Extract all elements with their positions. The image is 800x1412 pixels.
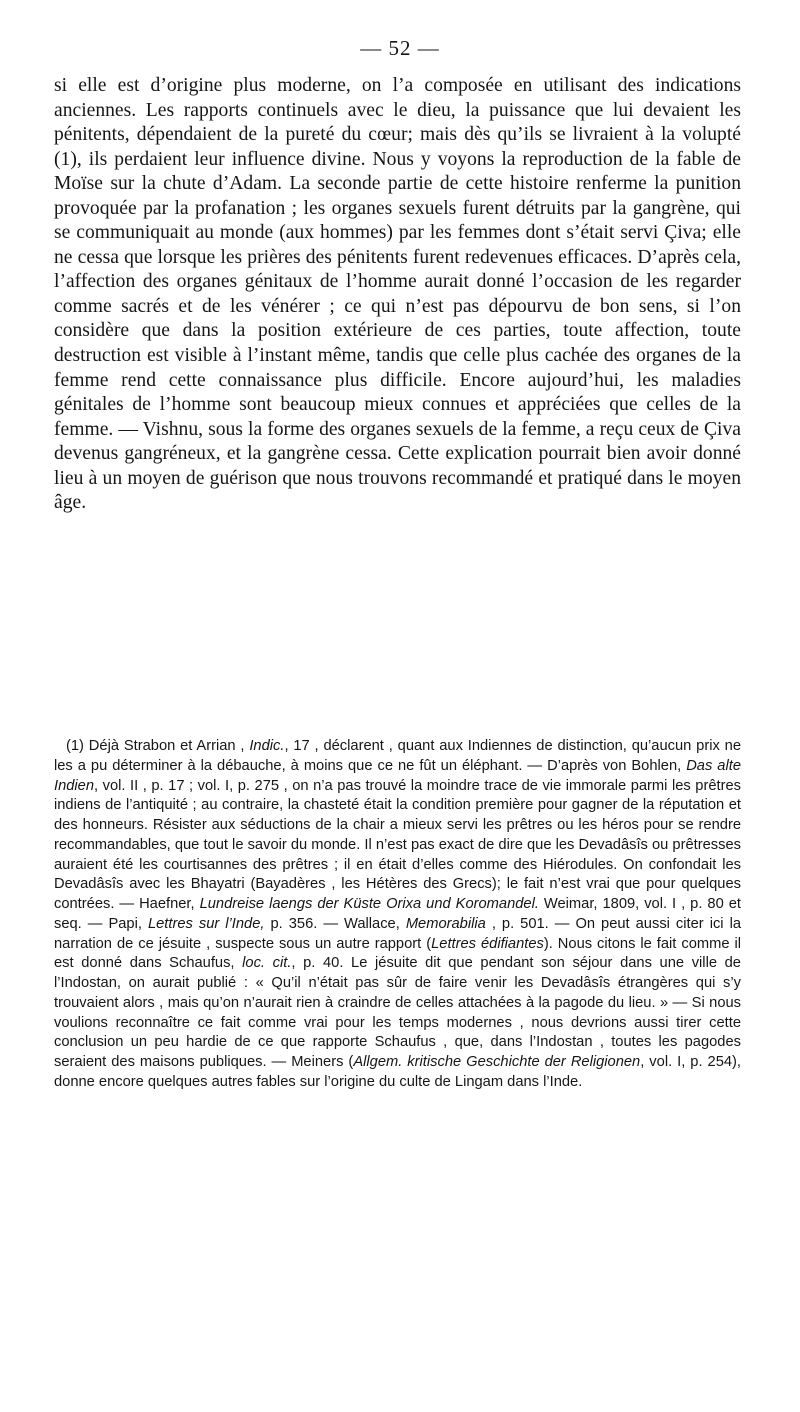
footnote-title: Allgem. kritische Geschichte der Religionen (353, 1054, 641, 1070)
footnote-text: , p. 501. — On peut aussi citer ici la narration de ce jésuite , suspecte sous un autre rapport ( (54, 915, 741, 952)
footnote-title: Lettres sur l’Inde, (147, 915, 265, 932)
footnote-text: , 17 , déclarent , quant aux Indiennes de distinction, qu’aucun prix ne les a pu déterminer à la débauche, à moins que ce ne fût un éléphant. — D’après von Bohlen, (54, 738, 742, 774)
page-number: — 52 — (360, 36, 440, 60)
footnote-text: (1) Déjà Strabon et Arrian , (66, 738, 250, 754)
main-paragraph: si elle est d’origine plus moderne, on l’a composée en utilisant des indications anciennes. Les rapports continuels avec le dieu, la puissance que lui devaient les pénitents, dépendaient de la pureté du cœur; mais dès qu’ils se livraient à la volupté (1), ils perdaient leur influence divine. Nous y voyons la reproduction de la fable de Moïse sur la chute d’Adam. La seconde partie de cette histoire renferme la punition provoquée par la profanation ; les organes sexuels furent détruits par la gangrène, qui se communiquait au monde (aux hommes) par les femmes dont s’était servi Çiva; elle ne cessa que lorsque les prières des pénitents furent redevenues efficaces. D’après cela, l’affection des organes génitaux de l’homme aurait donné l’occasion de les regarder comme sacrés et de les vénérer ; ce qui n’est pas dépourvu de bon sens, si l’on considère que dans la position extérieure de ces parties, toute affection, toute destruction est visible à l’instant même, tandis que celle plus cachée des organes de la femme rend cette connaissance plus difficile. Encore aujourd’hui, les maladies génitales de l’homme sont beaucoup mieux connues et appréciées que celles de la femme. — Vishnu, sous la forme des organes sexuels de la femme, a reçu ceux de Çiva devenus gangréneux, et la gangrène cessa. Cette explication pourrait bien avoir donné lieu à un moyen de guérison que nous trouvons recommandé et pratiqué dans le moyen âge. (54, 75, 741, 514)
footnote-text: , vol. I, p. 254), donne encore quelques autres fables sur l’origine du culte de Lingam dans l’Inde. (54, 1054, 742, 1090)
footnote-text: , p. 40. Le jésuite dit que pendant son séjour dans une ville de l’Indostan, on aurait publié : « Qu’il n’était pas sûr de faire venir les Devadâsîs étrangères qui s’y trouvaient alors , mais qu’on n’aurait rien à craindre de celles attachées à la pagode du lieu. » — Si nous voulions reconnaître ce fait comme vrai pour les temps modernes , nous devrions aussi tirer cette conclusion un peu hardie de ce que rapporte Schaufus , que, dans l’Indostan , toutes les pagodes seraient des maisons publiques. — Meiners ( (54, 955, 741, 1070)
footnote-text: , vol. II , p. 17 ; vol. I, p. 275 , on n’a pas trouvé la moindre trace de vie immorale parmi les prêtres indiens de l’antiquité ; au contraire, la chasteté était la condition première pour gagner de la réputation et des honneurs. Résister aux séductions de la chair a mieux servi les prêtres ou les héros pour se rendre recommandables, que tout le savoir du monde. Il n’est pas exact de dire que les Devadâsîs ou prêtresses auraient été les courtisannes des prêtres ; il en était d’elles comme des Hiérodules. On confondait les Devadâsîs avec les Bhayatri (Bayadères , les Hétères des Grecs); le fait n’est vrai que pour quelques contrées. — Haefner, (54, 777, 741, 912)
footnote-title: Das alte Indien (54, 757, 741, 794)
footnote-title: loc. cit. (242, 955, 292, 972)
footnote-text: ). Nous citons le fait comme il est donné dans Schaufus, (54, 935, 742, 972)
footnote (54, 737, 741, 1093)
footnote-text: Weimar, 1809, vol. I , p. 80 et seq. — Papi, (54, 896, 741, 932)
footnote-title: Memorabilia (405, 915, 486, 932)
footnote-title: Lettres édifiantes (431, 935, 544, 952)
footnote-text: p. 356. — Wallace, (264, 915, 406, 932)
footnote-title: Indic. (249, 738, 285, 754)
footnote-title: Lundreise laengs der Küste Orixa und Koromandel. (199, 896, 539, 912)
